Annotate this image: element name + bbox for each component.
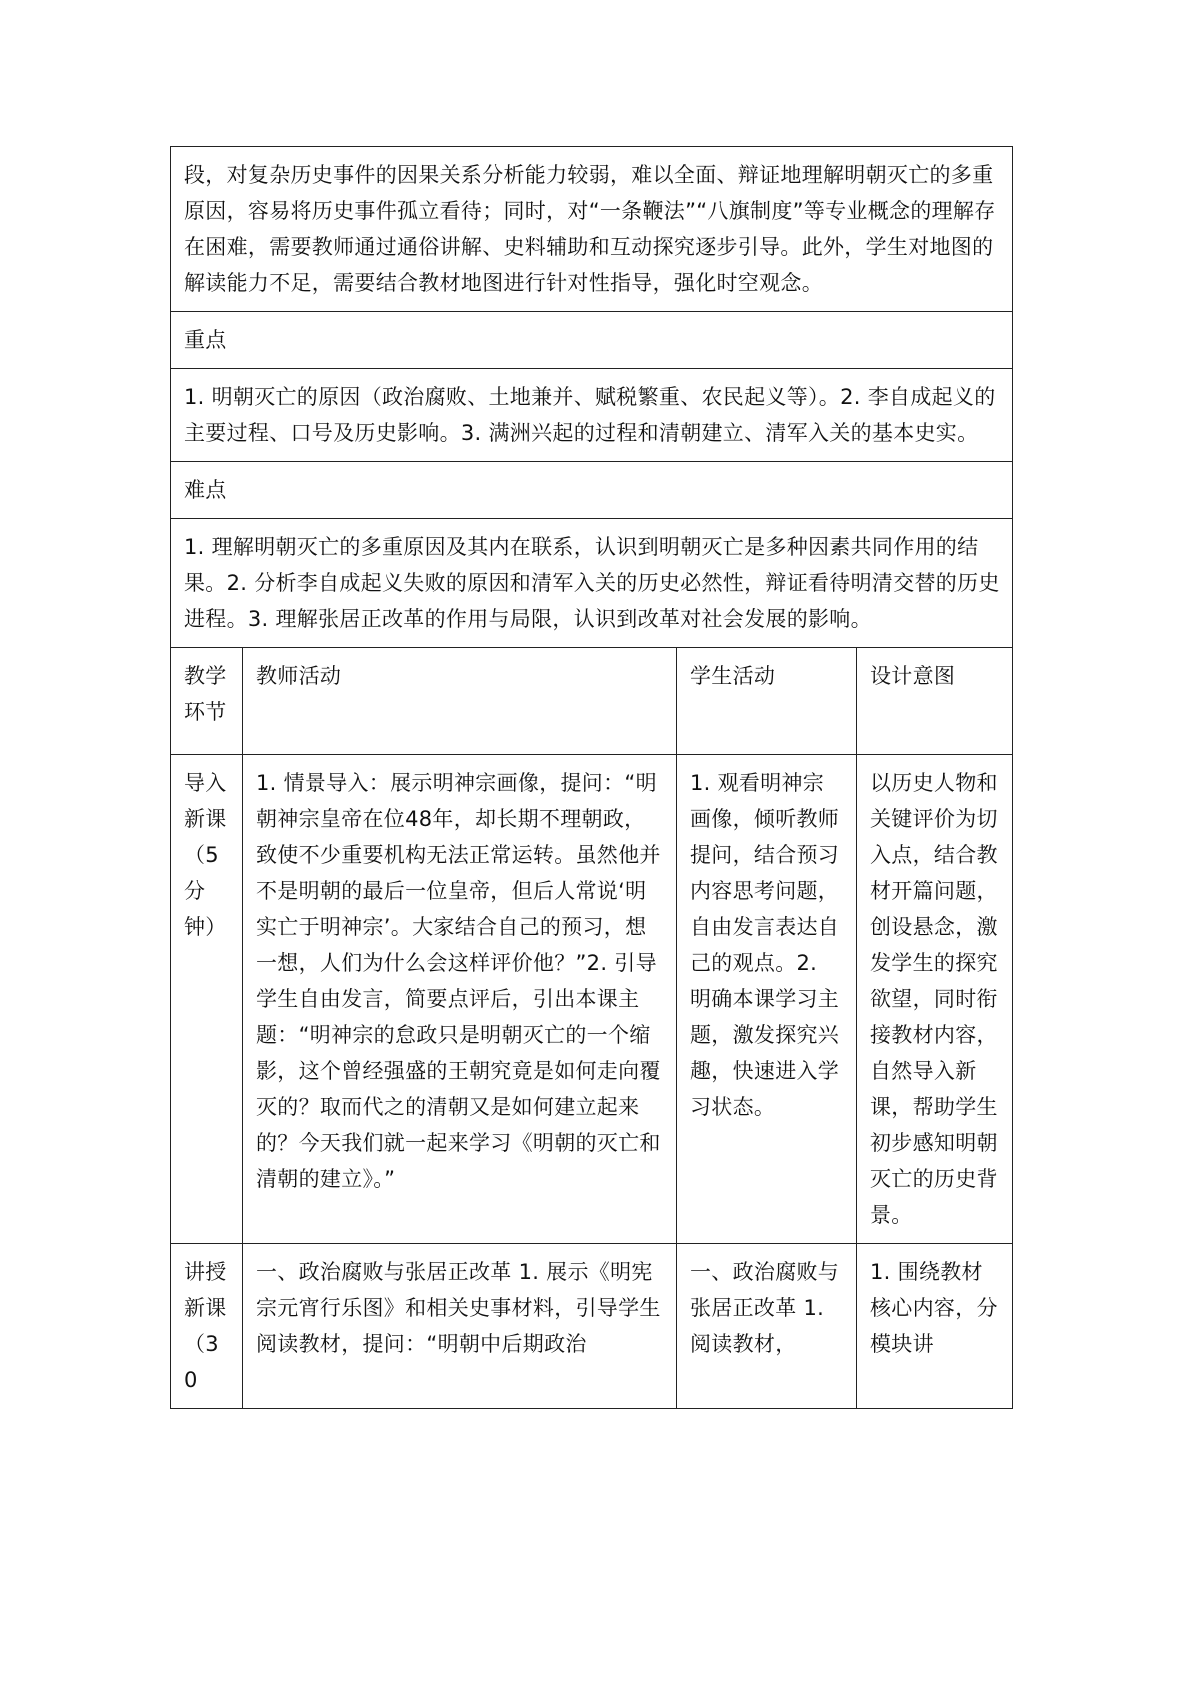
header-intent: 设计意图 [870, 664, 956, 688]
situation-text: 段，对复杂历史事件的因果关系分析能力较弱，难以全面、辩证地理解明朝灭亡的多重原因，容易将历史事件孤立看待；同时，对“一条鞭法”“八旗制度”等专业概念的理解存在困难，需要教师通过通俗讲解、史料辅助和互动探究逐步引导。此外，学生对地图的解读能力不足，需要结合教材地图进行针对性指导，强化时空观念。 [184, 163, 996, 295]
situation-cell [171, 147, 1013, 312]
difficult-points-label: 难点 [184, 478, 227, 502]
header-student: 学生活动 [690, 664, 776, 688]
row-lecture-intent-cell [857, 1244, 1013, 1409]
row-lecture-stage-cell [171, 1244, 243, 1409]
key-points-label-cell [171, 312, 1013, 369]
row-intro-intent: 以历史人物和关键评价为切入点，结合教材开篇问题，创设悬念，激发学生的探究欲望，同时衔接教材内容，自然导入新课，帮助学生初步感知明朝灭亡的历史背景。 [870, 771, 998, 1227]
process-header-row [171, 648, 1013, 755]
row-intro-teacher-cell [243, 755, 677, 1244]
row-intro-intent-cell [857, 755, 1013, 1244]
situation-row [171, 147, 1013, 312]
header-intent-cell [857, 648, 1013, 755]
process-row-lecture [171, 1244, 1013, 1409]
header-stage: 教学环节 [184, 664, 227, 724]
header-student-cell [677, 648, 857, 755]
row-intro-teacher: 1. 情景导入：展示明神宗画像，提问：“明朝神宗皇帝在位48年，却长期不理朝政，致使不少重要机构无法正常运转。虽然他并不是明朝的最后一位皇帝，但后人常说‘明实亡于明神宗’。大家结合自己的预习，想一想，人们为什么会这样评价他？”2. 引导学生自由发言，简要点评后，引出本课主题：“明神宗的怠政只是明朝灭亡的一个缩影，这个曾经强盛的王朝究竟是如何走向覆灭的？取而代之的清朝又是如何建立起来的？今天我们就一起来学习《明朝的灭亡和清朝的建立》。” [256, 771, 661, 1191]
header-stage-cell [171, 648, 243, 755]
difficult-points-label-cell [171, 462, 1013, 519]
row-intro-student-cell [677, 755, 857, 1244]
lesson-plan-table [170, 146, 1013, 1409]
row-lecture-student: 一、政治腐败与张居正改革 1. 阅读教材， [690, 1260, 840, 1356]
difficult-points-text: 1. 理解明朝灭亡的多重原因及其内在联系，认识到明朝灭亡是多种因素共同作用的结果。2. 分析李自成起义失败的原因和清军入关的历史必然性，辩证看待明清交替的历史进程。3. 理解张居正改革的作用与局限，认识到改革对社会发展的影响。 [184, 535, 1000, 631]
key-points-cell [171, 369, 1013, 462]
lesson-plan-page [170, 146, 1012, 1409]
header-teacher: 教师活动 [256, 664, 342, 688]
row-lecture-teacher-cell [243, 1244, 677, 1409]
row-intro-stage-cell [171, 755, 243, 1244]
row-intro-stage: 导入新课（5分钟） [184, 771, 227, 939]
difficult-points-row [171, 519, 1013, 648]
difficult-points-label-row [171, 462, 1013, 519]
header-teacher-cell [243, 648, 677, 755]
row-intro-student: 1. 观看明神宗画像，倾听教师提问，结合预习内容思考问题，自由发言表达自己的观点。2. 明确本课学习主题，激发探究兴趣，快速进入学习状态。 [690, 771, 840, 1119]
key-points-label-row [171, 312, 1013, 369]
key-points-row [171, 369, 1013, 462]
row-lecture-intent: 1. 围绕教材核心内容，分模块讲 [870, 1260, 998, 1356]
key-points-label: 重点 [184, 328, 227, 352]
difficult-points-cell [171, 519, 1013, 648]
row-lecture-teacher: 一、政治腐败与张居正改革 1. 展示《明宪宗元宵行乐图》和相关史事材料，引导学生阅读教材，提问：“明朝中后期政治 [256, 1260, 661, 1356]
key-points-text: 1. 明朝灭亡的原因（政治腐败、土地兼并、赋税繁重、农民起义等）。2. 李自成起义的主要过程、口号及历史影响。3. 满洲兴起的过程和清朝建立、清军入关的基本史实。 [184, 385, 996, 445]
row-lecture-stage: 讲授新课（30 [184, 1260, 227, 1392]
process-row-intro [171, 755, 1013, 1244]
row-lecture-student-cell [677, 1244, 857, 1409]
